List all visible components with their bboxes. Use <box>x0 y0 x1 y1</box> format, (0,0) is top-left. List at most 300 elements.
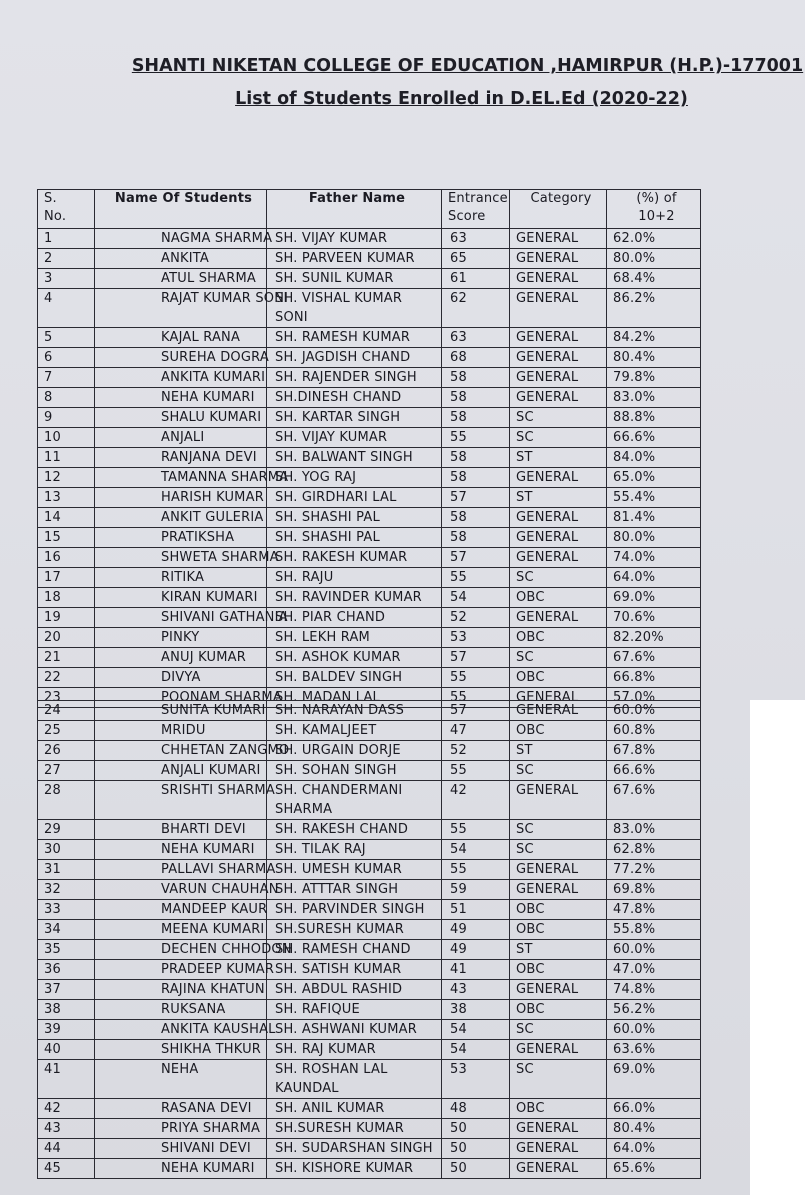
table-row <box>38 1159 701 1179</box>
entrance-score-cell: 57 <box>442 648 510 668</box>
student-name-cell: PRATIKSHA <box>95 528 267 548</box>
father-name-cell: SH. ATTTAR SINGH <box>267 880 442 900</box>
father-name-cell: SH. ROSHAN LAL KAUNDAL <box>267 1060 442 1099</box>
percentage-cell: 60.8% <box>607 721 701 741</box>
father-name-cell: SH. RAMESH CHAND <box>267 940 442 960</box>
entrance-score-cell: 58 <box>442 448 510 468</box>
father-name-cell: SH. RAKESH CHAND <box>267 820 442 840</box>
entrance-score-cell: 54 <box>442 840 510 860</box>
table-row <box>38 568 701 588</box>
category-cell: GENERAL <box>510 980 607 1000</box>
students-table-part1 <box>37 189 701 708</box>
percentage-cell: 77.2% <box>607 860 701 880</box>
percentage-cell: 83.0% <box>607 388 701 408</box>
serial-cell: 11 <box>38 448 95 468</box>
entrance-score-cell: 55 <box>442 568 510 588</box>
entrance-score-cell: 58 <box>442 408 510 428</box>
category-cell: SC <box>510 428 607 448</box>
entrance-score-cell: 54 <box>442 1020 510 1040</box>
percentage-cell: 66.6% <box>607 761 701 781</box>
table-row <box>38 608 701 628</box>
father-name-cell: SH. RAVINDER KUMAR <box>267 588 442 608</box>
table-row <box>38 920 701 940</box>
table-row <box>38 648 701 668</box>
student-name-cell: SHIKHA THKUR <box>95 1040 267 1060</box>
entrance-score-cell: 43 <box>442 980 510 1000</box>
percentage-cell: 69.0% <box>607 588 701 608</box>
serial-cell: 41 <box>38 1060 95 1099</box>
table-row <box>38 721 701 741</box>
percentage-cell: 80.0% <box>607 528 701 548</box>
category-cell: GENERAL <box>510 229 607 249</box>
entrance-score-cell: 59 <box>442 880 510 900</box>
header-percent: (%) of 10+2 <box>607 190 701 229</box>
father-name-cell: SH. VISHAL KUMAR SONI <box>267 289 442 328</box>
father-name-cell: SH.SURESH KUMAR <box>267 920 442 940</box>
student-name-cell: DECHEN CHHODON <box>95 940 267 960</box>
table-row <box>38 1020 701 1040</box>
category-cell: GENERAL <box>510 880 607 900</box>
entrance-score-cell: 54 <box>442 1040 510 1060</box>
student-name-cell: KIRAN KUMARI <box>95 588 267 608</box>
table-header-row <box>38 190 701 229</box>
header-category: Category <box>510 190 607 229</box>
category-cell: GENERAL <box>510 1040 607 1060</box>
table-row <box>38 1060 701 1099</box>
table-row <box>38 468 701 488</box>
entrance-score-cell: 58 <box>442 388 510 408</box>
category-cell: ST <box>510 448 607 468</box>
percentage-cell: 63.6% <box>607 1040 701 1060</box>
father-name-cell: SH. ASHOK KUMAR <box>267 648 442 668</box>
category-cell: SC <box>510 648 607 668</box>
entrance-score-cell: 50 <box>442 1119 510 1139</box>
category-cell: GENERAL <box>510 688 607 708</box>
table-row <box>38 508 701 528</box>
serial-cell: 15 <box>38 528 95 548</box>
student-name-cell: MANDEEP KAUR <box>95 900 267 920</box>
serial-cell: 36 <box>38 960 95 980</box>
entrance-score-cell: 52 <box>442 608 510 628</box>
father-name-cell: SH. VIJAY KUMAR <box>267 428 442 448</box>
table-row <box>38 249 701 269</box>
serial-cell: 32 <box>38 880 95 900</box>
student-name-cell: SHIVANI GATHANIA <box>95 608 267 628</box>
percentage-cell: 80.0% <box>607 249 701 269</box>
header-score: Entrance Score <box>442 190 510 229</box>
serial-cell: 3 <box>38 269 95 289</box>
table-row <box>38 1000 701 1020</box>
serial-cell: 39 <box>38 1020 95 1040</box>
student-name-cell: MRIDU <box>95 721 267 741</box>
percentage-cell: 56.2% <box>607 1000 701 1020</box>
table-row <box>38 548 701 568</box>
serial-cell: 14 <box>38 508 95 528</box>
serial-cell: 28 <box>38 781 95 820</box>
father-name-cell: SH. SOHAN SINGH <box>267 761 442 781</box>
entrance-score-cell: 65 <box>442 249 510 269</box>
blank-margin <box>750 700 805 1195</box>
category-cell: GENERAL <box>510 608 607 628</box>
table-row <box>38 1119 701 1139</box>
serial-cell: 1 <box>38 229 95 249</box>
student-name-cell: SHWETA SHARMA <box>95 548 267 568</box>
serial-cell: 8 <box>38 388 95 408</box>
student-name-cell: POONAM SHARMA <box>95 688 267 708</box>
serial-cell: 27 <box>38 761 95 781</box>
father-name-cell: SH. TILAK RAJ <box>267 840 442 860</box>
entrance-score-cell: 63 <box>442 328 510 348</box>
entrance-score-cell: 42 <box>442 781 510 820</box>
category-cell: GENERAL <box>510 701 607 721</box>
student-name-cell: NEHA KUMARI <box>95 1159 267 1179</box>
father-name-cell: SH. URGAIN DORJE <box>267 741 442 761</box>
student-name-cell: ANJALI KUMARI <box>95 761 267 781</box>
serial-cell: 2 <box>38 249 95 269</box>
percentage-cell: 57.0% <box>607 688 701 708</box>
table-row <box>38 1040 701 1060</box>
table-row <box>38 701 701 721</box>
table-row <box>38 269 701 289</box>
category-cell: SC <box>510 761 607 781</box>
header-father: Father Name <box>267 190 442 229</box>
father-name-cell: SH. PARVINDER SINGH <box>267 900 442 920</box>
serial-cell: 37 <box>38 980 95 1000</box>
category-cell: OBC <box>510 588 607 608</box>
header-name: Name Of Students <box>95 190 267 229</box>
serial-cell: 12 <box>38 468 95 488</box>
student-name-cell: SHIVANI DEVI <box>95 1139 267 1159</box>
student-name-cell: PALLAVI SHARMA <box>95 860 267 880</box>
list-title: List of Students Enrolled in D.EL.Ed (2020-22) <box>235 89 688 109</box>
serial-cell: 20 <box>38 628 95 648</box>
father-name-cell: SH. NARAYAN DASS <box>267 701 442 721</box>
percentage-cell: 69.0% <box>607 1060 701 1099</box>
father-name-cell: SH. RAJ KUMAR <box>267 1040 442 1060</box>
percentage-cell: 79.8% <box>607 368 701 388</box>
category-cell: SC <box>510 568 607 588</box>
table-row <box>38 820 701 840</box>
table-row <box>38 1139 701 1159</box>
table-row <box>38 741 701 761</box>
student-name-cell: SUNITA KUMARI <box>95 701 267 721</box>
entrance-score-cell: 58 <box>442 508 510 528</box>
table-row <box>38 628 701 648</box>
percentage-cell: 66.0% <box>607 1099 701 1119</box>
percentage-cell: 66.6% <box>607 428 701 448</box>
table-row <box>38 488 701 508</box>
table-row <box>38 408 701 428</box>
father-name-cell: SH. SUDARSHAN SINGH <box>267 1139 442 1159</box>
table-row <box>38 348 701 368</box>
percentage-cell: 69.8% <box>607 880 701 900</box>
student-name-cell: MEENA KUMARI <box>95 920 267 940</box>
category-cell: GENERAL <box>510 1159 607 1179</box>
father-name-cell: SH. SHASHI PAL <box>267 508 442 528</box>
category-cell: GENERAL <box>510 508 607 528</box>
entrance-score-cell: 53 <box>442 1060 510 1099</box>
category-cell: GENERAL <box>510 781 607 820</box>
serial-cell: 26 <box>38 741 95 761</box>
entrance-score-cell: 54 <box>442 588 510 608</box>
student-name-cell: RITIKA <box>95 568 267 588</box>
category-cell: SC <box>510 1060 607 1099</box>
category-cell: GENERAL <box>510 860 607 880</box>
serial-cell: 25 <box>38 721 95 741</box>
serial-cell: 42 <box>38 1099 95 1119</box>
percentage-cell: 84.2% <box>607 328 701 348</box>
table-row <box>38 289 701 328</box>
percentage-cell: 86.2% <box>607 289 701 328</box>
father-name-cell: SH.SURESH KUMAR <box>267 1119 442 1139</box>
percentage-cell: 60.0% <box>607 701 701 721</box>
student-name-cell: ANUJ KUMAR <box>95 648 267 668</box>
entrance-score-cell: 49 <box>442 940 510 960</box>
serial-cell: 38 <box>38 1000 95 1020</box>
entrance-score-cell: 50 <box>442 1139 510 1159</box>
table-row <box>38 668 701 688</box>
percentage-cell: 70.6% <box>607 608 701 628</box>
father-name-cell: SH. KARTAR SINGH <box>267 408 442 428</box>
serial-cell: 34 <box>38 920 95 940</box>
student-name-cell: BHARTI DEVI <box>95 820 267 840</box>
table-row <box>38 880 701 900</box>
percentage-cell: 60.0% <box>607 940 701 960</box>
serial-cell: 6 <box>38 348 95 368</box>
entrance-score-cell: 58 <box>442 368 510 388</box>
entrance-score-cell: 53 <box>442 628 510 648</box>
college-heading: SHANTI NIKETAN COLLEGE OF EDUCATION ,HAMIRPUR (H.P.)-177001 <box>131 56 804 76</box>
percentage-cell: 47.8% <box>607 900 701 920</box>
category-cell: GENERAL <box>510 368 607 388</box>
serial-cell: 7 <box>38 368 95 388</box>
category-cell: ST <box>510 940 607 960</box>
student-name-cell: RUKSANA <box>95 1000 267 1020</box>
serial-cell: 19 <box>38 608 95 628</box>
students-table-part2 <box>37 700 701 1179</box>
serial-cell: 33 <box>38 900 95 920</box>
table-row <box>38 761 701 781</box>
entrance-score-cell: 38 <box>442 1000 510 1020</box>
entrance-score-cell: 55 <box>442 428 510 448</box>
serial-cell: 44 <box>38 1139 95 1159</box>
serial-cell: 13 <box>38 488 95 508</box>
percentage-cell: 82.20% <box>607 628 701 648</box>
serial-cell: 10 <box>38 428 95 448</box>
category-cell: ST <box>510 741 607 761</box>
table-row <box>38 960 701 980</box>
student-name-cell: ANKITA KAUSHAL <box>95 1020 267 1040</box>
serial-cell: 16 <box>38 548 95 568</box>
entrance-score-cell: 49 <box>442 920 510 940</box>
serial-cell: 5 <box>38 328 95 348</box>
entrance-score-cell: 51 <box>442 900 510 920</box>
father-name-cell: SH. ANIL KUMAR <box>267 1099 442 1119</box>
father-name-cell: SH. VIJAY KUMAR <box>267 229 442 249</box>
father-name-cell: SH. BALWANT SINGH <box>267 448 442 468</box>
table-row <box>38 528 701 548</box>
category-cell: OBC <box>510 1000 607 1020</box>
category-cell: SC <box>510 820 607 840</box>
entrance-score-cell: 55 <box>442 820 510 840</box>
table-row <box>38 940 701 960</box>
student-name-cell: NEHA KUMARI <box>95 840 267 860</box>
category-cell: SC <box>510 1020 607 1040</box>
category-cell: ST <box>510 488 607 508</box>
category-cell: OBC <box>510 960 607 980</box>
table-row <box>38 840 701 860</box>
student-name-cell: SUREHA DOGRA <box>95 348 267 368</box>
father-name-cell: SH. RAMESH KUMAR <box>267 328 442 348</box>
serial-cell: 22 <box>38 668 95 688</box>
father-name-cell: SH. RAJU <box>267 568 442 588</box>
category-cell: GENERAL <box>510 348 607 368</box>
table-row <box>38 328 701 348</box>
student-name-cell: RAJINA KHATUN <box>95 980 267 1000</box>
percentage-cell: 47.0% <box>607 960 701 980</box>
father-name-cell: SH. BALDEV SINGH <box>267 668 442 688</box>
category-cell: OBC <box>510 900 607 920</box>
student-name-cell: DIVYA <box>95 668 267 688</box>
serial-cell: 29 <box>38 820 95 840</box>
table-row <box>38 860 701 880</box>
father-name-cell: SH. LEKH RAM <box>267 628 442 648</box>
father-name-cell: SH. PARVEEN KUMAR <box>267 249 442 269</box>
percentage-cell: 62.8% <box>607 840 701 860</box>
student-name-cell: ANKITA KUMARI <box>95 368 267 388</box>
student-name-cell: TAMANNA SHARMA <box>95 468 267 488</box>
father-name-cell: SH. CHANDERMANI SHARMA <box>267 781 442 820</box>
father-name-cell: SH. RAFIQUE <box>267 1000 442 1020</box>
percentage-cell: 81.4% <box>607 508 701 528</box>
header-sno: S. No. <box>38 190 95 229</box>
percentage-cell: 67.6% <box>607 648 701 668</box>
father-name-cell: SH. RAJENDER SINGH <box>267 368 442 388</box>
percentage-cell: 64.0% <box>607 1139 701 1159</box>
table-row <box>38 980 701 1000</box>
father-name-cell: SH.DINESH CHAND <box>267 388 442 408</box>
percentage-cell: 66.8% <box>607 668 701 688</box>
student-name-cell: KAJAL RANA <box>95 328 267 348</box>
student-name-cell: NAGMA SHARMA <box>95 229 267 249</box>
serial-cell: 35 <box>38 940 95 960</box>
category-cell: OBC <box>510 628 607 648</box>
serial-cell: 4 <box>38 289 95 328</box>
entrance-score-cell: 57 <box>442 548 510 568</box>
category-cell: SC <box>510 840 607 860</box>
table-row <box>38 1099 701 1119</box>
student-name-cell: CHHETAN ZANGMO <box>95 741 267 761</box>
table-row <box>38 588 701 608</box>
student-name-cell: VARUN CHAUHAN <box>95 880 267 900</box>
father-name-cell: SH. SATISH KUMAR <box>267 960 442 980</box>
serial-cell: 23 <box>38 688 95 708</box>
father-name-cell: SH. ABDUL RASHID <box>267 980 442 1000</box>
serial-cell: 9 <box>38 408 95 428</box>
table-row <box>38 448 701 468</box>
category-cell: GENERAL <box>510 1119 607 1139</box>
percentage-cell: 88.8% <box>607 408 701 428</box>
student-name-cell: NEHA <box>95 1060 267 1099</box>
table-row <box>38 368 701 388</box>
category-cell: GENERAL <box>510 468 607 488</box>
percentage-cell: 68.4% <box>607 269 701 289</box>
entrance-score-cell: 57 <box>442 701 510 721</box>
student-name-cell: ANJALI <box>95 428 267 448</box>
table-row <box>38 428 701 448</box>
percentage-cell: 84.0% <box>607 448 701 468</box>
percentage-cell: 83.0% <box>607 820 701 840</box>
percentage-cell: 62.0% <box>607 229 701 249</box>
entrance-score-cell: 48 <box>442 1099 510 1119</box>
student-name-cell: HARISH KUMAR <box>95 488 267 508</box>
father-name-cell: SH. SUNIL KUMAR <box>267 269 442 289</box>
category-cell: SC <box>510 408 607 428</box>
entrance-score-cell: 55 <box>442 688 510 708</box>
entrance-score-cell: 47 <box>442 721 510 741</box>
student-name-cell: RAJAT KUMAR SONI <box>95 289 267 328</box>
category-cell: GENERAL <box>510 249 607 269</box>
entrance-score-cell: 55 <box>442 761 510 781</box>
category-cell: OBC <box>510 668 607 688</box>
percentage-cell: 64.0% <box>607 568 701 588</box>
entrance-score-cell: 41 <box>442 960 510 980</box>
percentage-cell: 60.0% <box>607 1020 701 1040</box>
table-row <box>38 229 701 249</box>
category-cell: GENERAL <box>510 328 607 348</box>
category-cell: OBC <box>510 721 607 741</box>
table-row <box>38 900 701 920</box>
student-name-cell: SHALU KUMARI <box>95 408 267 428</box>
entrance-score-cell: 55 <box>442 668 510 688</box>
category-cell: OBC <box>510 1099 607 1119</box>
entrance-score-cell: 63 <box>442 229 510 249</box>
serial-cell: 40 <box>38 1040 95 1060</box>
entrance-score-cell: 68 <box>442 348 510 368</box>
student-name-cell: ANKITA <box>95 249 267 269</box>
entrance-score-cell: 52 <box>442 741 510 761</box>
percentage-cell: 74.8% <box>607 980 701 1000</box>
entrance-score-cell: 58 <box>442 528 510 548</box>
entrance-score-cell: 55 <box>442 860 510 880</box>
serial-cell: 30 <box>38 840 95 860</box>
entrance-score-cell: 62 <box>442 289 510 328</box>
percentage-cell: 74.0% <box>607 548 701 568</box>
percentage-cell: 65.6% <box>607 1159 701 1179</box>
student-name-cell: ANKIT GULERIA <box>95 508 267 528</box>
father-name-cell: SH. KAMALJEET <box>267 721 442 741</box>
category-cell: GENERAL <box>510 289 607 328</box>
serial-cell: 24 <box>38 701 95 721</box>
serial-cell: 17 <box>38 568 95 588</box>
father-name-cell: SH. ASHWANI KUMAR <box>267 1020 442 1040</box>
percentage-cell: 55.4% <box>607 488 701 508</box>
father-name-cell: SH. JAGDISH CHAND <box>267 348 442 368</box>
father-name-cell: SH. RAKESH KUMAR <box>267 548 442 568</box>
category-cell: GENERAL <box>510 388 607 408</box>
student-name-cell: PRADEEP KUMAR <box>95 960 267 980</box>
percentage-cell: 67.6% <box>607 781 701 820</box>
entrance-score-cell: 50 <box>442 1159 510 1179</box>
entrance-score-cell: 57 <box>442 488 510 508</box>
father-name-cell: SH. PIAR CHAND <box>267 608 442 628</box>
percentage-cell: 67.8% <box>607 741 701 761</box>
serial-cell: 43 <box>38 1119 95 1139</box>
father-name-cell: SH. YOG RAJ <box>267 468 442 488</box>
father-name-cell: SH. SHASHI PAL <box>267 528 442 548</box>
category-cell: GENERAL <box>510 548 607 568</box>
father-name-cell: SH. GIRDHARI LAL <box>267 488 442 508</box>
